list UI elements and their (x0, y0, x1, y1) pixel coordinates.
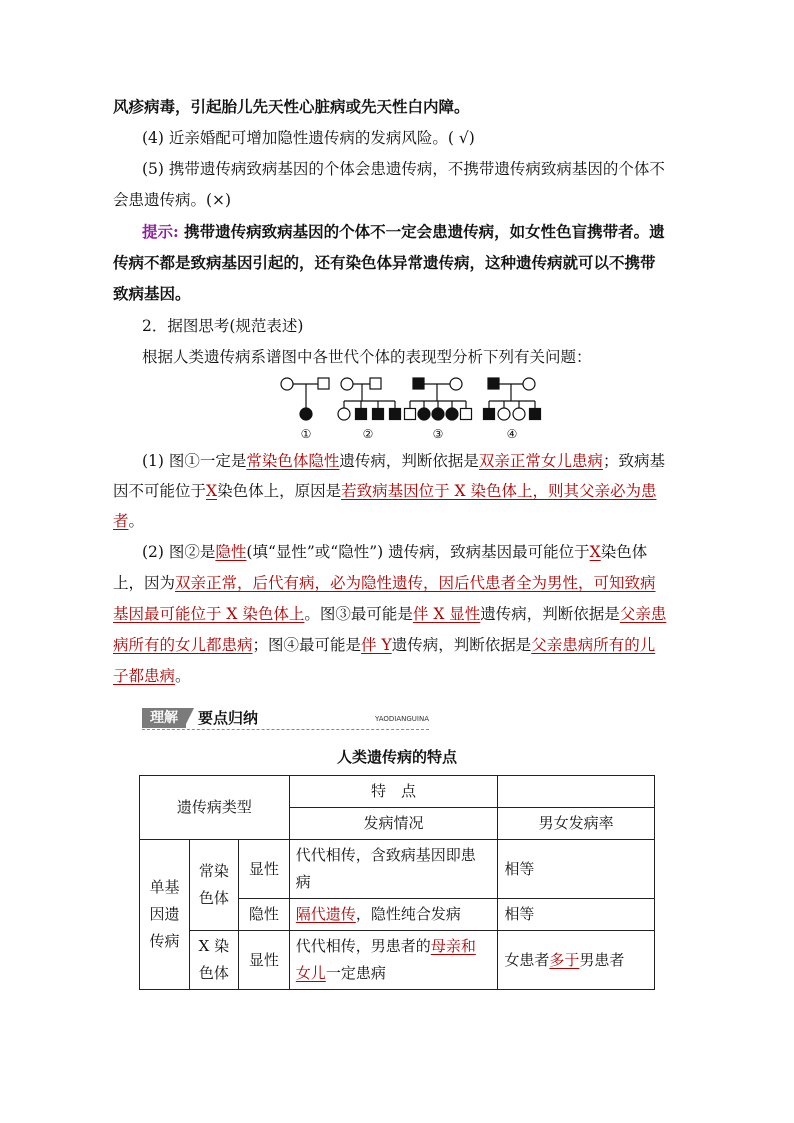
q2-line1 (142, 542, 647, 562)
hint-label: 提示: (142, 222, 179, 241)
figure-label-3: ③ (432, 427, 444, 441)
section-2-heading: 2．据图思考(规范表述) (142, 317, 304, 335)
q1-text: 因不可能位于 (113, 482, 207, 500)
ratio-text: 男患者 (579, 950, 625, 969)
figure-label-4: ④ (506, 427, 518, 441)
hint-text: 携带遗传病致病基因的个体不一定会患遗传病，如女性色盲携带者。遗 (178, 222, 665, 241)
incidence-text: ，隐性纯合发病 (355, 905, 461, 923)
q2-answer: 病所有的女儿都患病 (113, 636, 253, 654)
header-incidence: 发病情况 (289, 808, 498, 840)
pedigree-2 (338, 378, 401, 420)
incidence-answer: 隔代遗传 (295, 905, 356, 923)
incidence-line: 病 (295, 873, 311, 891)
pedigree-1 (281, 378, 329, 420)
header-sex-ratio: 男女发病率 (498, 808, 655, 840)
group-single-gene (140, 840, 190, 990)
genetic-disease-table (139, 775, 655, 990)
q1-text: 染色体上，原因是 (217, 482, 342, 500)
q1-answer: X (206, 482, 218, 500)
incidence-cell (289, 931, 498, 990)
q2-line5 (113, 666, 191, 686)
section-tag: 理解 (142, 708, 186, 728)
pedigree-figure (270, 374, 560, 444)
q1-line3 (113, 511, 144, 531)
incidence-line: 代代相传，含致病基因即患 (295, 846, 476, 864)
q1-text: 。 (128, 512, 145, 530)
q2-text: ；图④最可能是 (252, 636, 362, 654)
q2-text: 。 (175, 667, 191, 685)
figure-label-1: ① (300, 427, 312, 441)
ratio-answer: 多于 (549, 950, 580, 969)
table-row (140, 931, 655, 990)
q2-answer: 双亲正常，后代有病，必为隐性遗传，因后代患者全为男性，可知致病 (175, 574, 656, 592)
q1-line2 (113, 481, 656, 501)
statement-5-line1: (5) 携带遗传病致病基因的个体会患遗传病，不携带遗传病致病基因的个体不 (142, 160, 665, 178)
group-line: 传病 (149, 932, 180, 950)
chromosome-line: 色体 (198, 889, 229, 907)
paragraph-continuation: 风疹病毒，引起胎儿先天性心脏病或先天性白内障。 (113, 97, 470, 116)
section-title: 要点归纳 (198, 709, 259, 727)
incidence-answer: 母亲和 (430, 937, 476, 955)
q2-text: 。图③最可能是 (304, 605, 413, 623)
ratio-cell (498, 931, 655, 990)
q2-answer: 基因最可能位于 X 染色体上 (113, 605, 305, 623)
q2-answer: 子都患病 (113, 667, 176, 685)
q2-answer: 伴 X 显性 (412, 605, 481, 623)
q1-answer: 若致病基因位于 X 染色体上，则其父亲必为患 (341, 482, 657, 500)
q2-answer: 父亲患 (619, 605, 667, 623)
figure-intro: 根据人类遗传病系谱图中各世代个体的表现型分析下列有关问题： (142, 348, 592, 366)
ratio-text: 女患者 (504, 950, 550, 969)
table-header-row (140, 776, 655, 808)
q1-answer: 双亲正常女儿患病 (478, 452, 603, 470)
inheritance-dominant: 显性 (238, 931, 289, 990)
pedigree-4 (484, 378, 541, 420)
incidence-cell (289, 899, 498, 931)
q1-text: (1) 图①一定是 (142, 452, 247, 470)
chromosome-line: X 染 (198, 937, 230, 955)
section-tag-slash (184, 708, 194, 728)
q2-answer: 父亲患病所有的儿 (531, 636, 656, 654)
chromosome-x (189, 931, 238, 990)
q2-answer: 隐性 (215, 543, 247, 561)
q1-answer: 者 (113, 512, 129, 530)
hint-line2: 传病不都是致病基因引起的，还有染色体异常遗传病，这种遗传病就可以不携带 (113, 253, 656, 272)
q2-text: (填“显性”或“隐性”) 遗传病，致病基因最可能位于 (246, 543, 590, 561)
q2-text: 上，因为 (113, 574, 176, 592)
q2-line3 (113, 604, 666, 624)
table-row (140, 840, 655, 899)
hint-line3: 致病基因。 (113, 284, 191, 303)
statement-5-line2: 会患遗传病。(×) (113, 191, 232, 209)
chromosome-line: 色体 (198, 964, 229, 982)
inheritance-recessive: 隐性 (238, 899, 289, 931)
hint-line1 (142, 222, 665, 242)
header-disease-type: 遗传病类型 (140, 776, 290, 840)
group-line: 单基 (149, 878, 180, 896)
table-title: 人类遗传病的特点 (336, 748, 457, 766)
section-pinyin: YAODIANGUINA (374, 715, 429, 723)
q2-answer: X (589, 543, 601, 561)
incidence-text: 一定患病 (325, 964, 386, 982)
header-feature: 特 点 (289, 776, 498, 808)
chromosome-line: 常染 (198, 862, 229, 880)
section-divider (142, 729, 429, 730)
ratio-cell: 相等 (498, 840, 655, 899)
q1-text: 遗传病，判断依据是 (339, 452, 479, 470)
q1-answer: 常染色体隐性 (246, 452, 340, 470)
q2-line4 (113, 635, 655, 655)
q1-line1 (142, 451, 665, 471)
group-line: 因遗 (149, 905, 180, 923)
q2-line2 (113, 573, 656, 593)
q1-text: ；致病基 (602, 452, 665, 470)
chromosome-autosome (189, 840, 238, 931)
inheritance-dominant: 显性 (238, 840, 289, 899)
pedigree-3 (405, 378, 472, 420)
incidence-answer: 女儿 (295, 964, 326, 982)
q2-answer: 伴 Y (361, 636, 392, 654)
q2-text: 遗传病，判断依据是 (480, 605, 620, 623)
incidence-cell (289, 840, 498, 899)
q2-text: 遗传病，判断依据是 (391, 636, 532, 654)
statement-4: (4) 近亲婚配可增加隐性遗传病的发病风险。( √) (142, 129, 475, 147)
figure-label-2: ② (362, 427, 374, 441)
q2-text: 染色体 (600, 543, 648, 561)
section-header (142, 706, 429, 730)
incidence-text: 代代相传，男患者的 (295, 937, 431, 955)
q2-text: (2) 图②是 (142, 543, 216, 561)
header-empty (498, 776, 655, 808)
ratio-cell: 相等 (498, 899, 655, 931)
